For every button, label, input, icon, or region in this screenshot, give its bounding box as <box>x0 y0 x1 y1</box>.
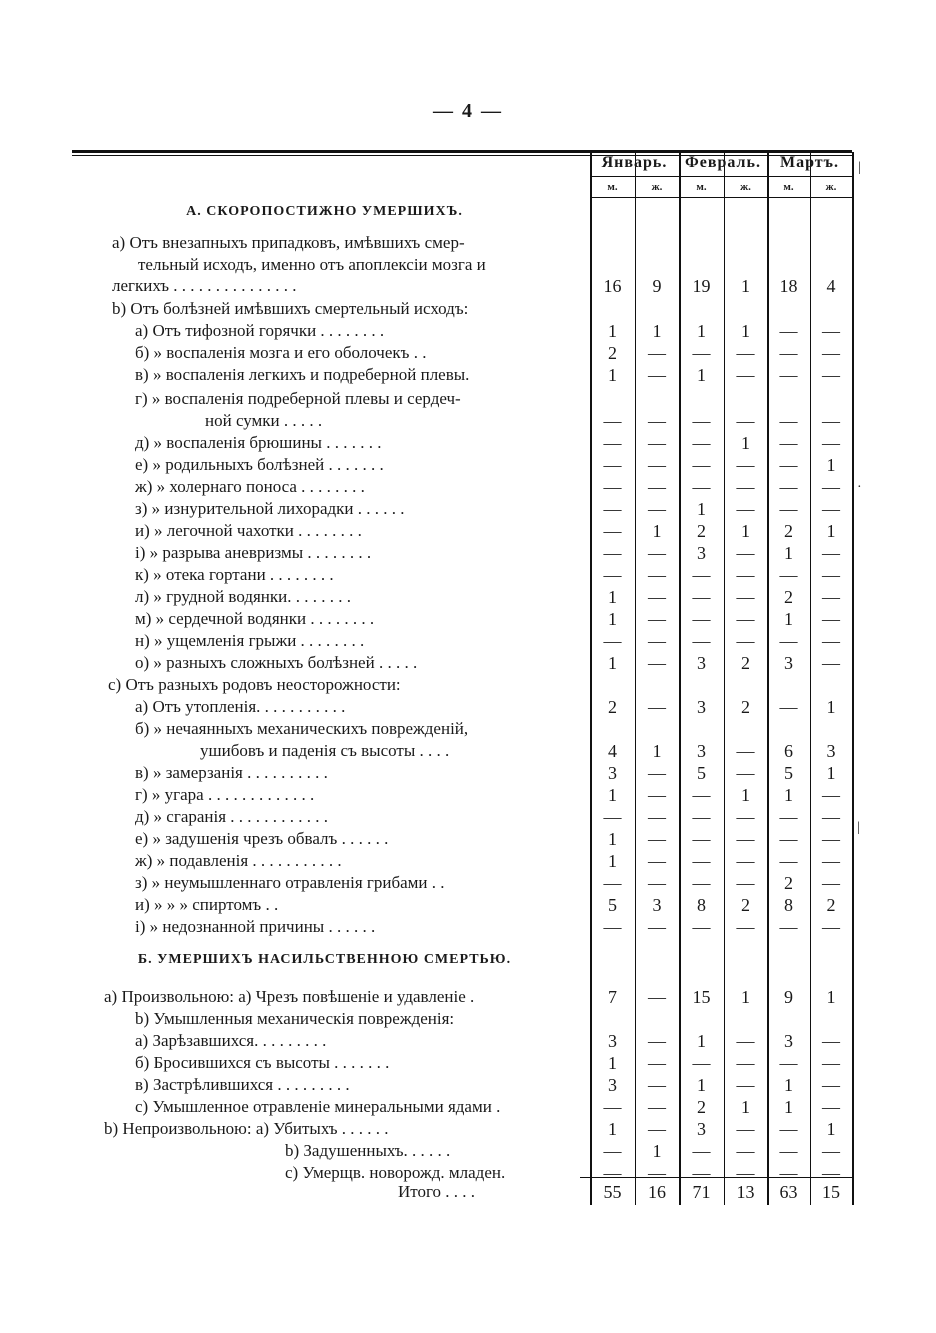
total-cell: 63 <box>779 1182 798 1202</box>
table-cell: — <box>692 807 711 827</box>
row-label: і) » разрыва аневризмы . . . . . . . . <box>135 543 372 562</box>
table-cell: — <box>648 543 666 563</box>
table-cell: — <box>603 455 622 475</box>
table-cell: — <box>822 1163 840 1183</box>
table-cell: — <box>736 1163 755 1183</box>
table-cell: — <box>603 1097 622 1117</box>
table-cell: — <box>603 433 622 453</box>
table-cell: — <box>736 499 755 519</box>
row-label: c) Отъ разныхъ родовъ неосторожности: <box>108 675 401 694</box>
sex-header: м. <box>783 181 794 193</box>
table-cell: — <box>603 543 622 563</box>
table-cell: 5 <box>697 763 706 783</box>
table-cell: — <box>822 851 840 871</box>
row-label: b) Отъ болѣзней имѣвшихъ смертельный исходъ: <box>112 299 469 318</box>
table-cell: 1 <box>697 1075 706 1095</box>
table-cell: 2 <box>697 1097 706 1117</box>
table-cell: — <box>822 565 840 585</box>
table-cell: — <box>822 829 840 849</box>
table-cell: — <box>822 411 840 431</box>
row-label: г) » воспаленія подреберной плевы и сердеч- <box>135 389 461 408</box>
table-cell: — <box>736 917 755 937</box>
row-label: д) » воспаленія брюшины . . . . . . . <box>135 433 382 452</box>
table-cell: — <box>692 785 711 805</box>
row-label: ж) » холернаго поноса . . . . . . . . <box>135 477 365 496</box>
row-label: д) » сгаранія . . . . . . . . . . . . <box>135 807 329 826</box>
row-label: а) Отъ тифозной горячки . . . . . . . . <box>135 321 385 340</box>
row-label: б) Бросившихся съ высоты . . . . . . . <box>135 1053 390 1072</box>
table-cell: 1 <box>608 851 617 871</box>
month-header: Январь. <box>601 154 668 171</box>
table-cell: — <box>822 917 840 937</box>
table-cell: 16 <box>603 276 622 296</box>
table-cell: 1 <box>652 1141 662 1161</box>
table-cell: — <box>648 653 666 673</box>
table-cell: 2 <box>826 895 836 915</box>
table-cell: — <box>822 1097 840 1117</box>
table-cell: — <box>779 321 798 341</box>
table-cell: — <box>648 785 666 805</box>
row-label: к) » отека гортани . . . . . . . . <box>135 565 334 584</box>
table-cell: — <box>822 1141 840 1161</box>
table-cell: 3 <box>697 741 706 761</box>
table-cell: — <box>648 499 666 519</box>
table-cell: — <box>822 587 840 607</box>
table-cell: — <box>736 477 755 497</box>
table-cell: 1 <box>652 521 662 541</box>
table-cell: — <box>692 829 711 849</box>
table-cell: — <box>822 477 840 497</box>
row-label: з) » изнурительной лихорадки . . . . . . <box>135 499 405 518</box>
table-cell: — <box>648 1119 666 1139</box>
table-cell: — <box>692 411 711 431</box>
table-cell: — <box>822 1031 840 1051</box>
table-cell: — <box>648 697 666 717</box>
row-label: а) Отъ утопленія. . . . . . . . . . . <box>135 697 346 716</box>
table-cell: 1 <box>784 1075 793 1095</box>
row-label: и) » легочной чахотки . . . . . . . . <box>135 521 362 540</box>
table-cell: 1 <box>652 321 662 341</box>
table-cell: 1 <box>608 1053 617 1073</box>
table-cell: — <box>692 343 711 363</box>
table-cell: — <box>779 1119 798 1139</box>
page-number: — 4 — <box>433 100 503 122</box>
row-label: b) Умышленныя механическія поврежденія: <box>135 1009 455 1028</box>
table-cell: 2 <box>697 521 706 541</box>
table-cell: — <box>736 741 755 761</box>
table-cell: — <box>648 851 666 871</box>
table-cell: — <box>779 411 798 431</box>
table-cell: — <box>692 917 711 937</box>
section-a-title: А. СКОРОПОСТИЖНО УМЕРШИХЪ. <box>186 204 463 219</box>
table-cell: 7 <box>608 987 617 1007</box>
total-cell: 15 <box>822 1182 840 1202</box>
table-cell: 1 <box>826 987 836 1007</box>
table-cell: 1 <box>608 785 617 805</box>
sex-header: м. <box>607 181 618 193</box>
row-label: о) » разныхъ сложныхъ болѣзней . . . . . <box>135 653 418 672</box>
row-label: ж) » подавленія . . . . . . . . . . . <box>135 851 342 870</box>
table-cell: — <box>692 631 711 651</box>
row-label: ной сумки . . . . . <box>205 411 323 430</box>
table-cell: 6 <box>784 741 793 761</box>
table-cell: — <box>692 851 711 871</box>
table-cell: — <box>779 807 798 827</box>
table-cell: 1 <box>741 1097 750 1117</box>
total-label: Итого . . . . <box>398 1182 476 1201</box>
total-cell: 55 <box>603 1182 622 1202</box>
table-cell: 3 <box>652 895 662 915</box>
table-cell: — <box>736 1075 755 1095</box>
table-cell: 3 <box>697 697 706 717</box>
column-divider <box>852 152 854 1205</box>
table-cell: — <box>603 807 622 827</box>
table-cell: — <box>603 477 622 497</box>
table-cell: — <box>822 365 840 385</box>
table-cell: — <box>692 455 711 475</box>
table-cell: — <box>779 343 798 363</box>
table-cell: 1 <box>741 987 750 1007</box>
table-cell: 3 <box>697 653 706 673</box>
table-cell: 1 <box>826 697 836 717</box>
table-cell: — <box>692 433 711 453</box>
row-label: б) » нечаянныхъ механическихъ поврежденій, <box>135 719 469 738</box>
row-label: е) » задушенія чрезъ обвалъ . . . . . . <box>135 829 389 848</box>
table-cell: — <box>822 1053 840 1073</box>
table-cell: — <box>603 565 622 585</box>
table-cell: 1 <box>697 321 706 341</box>
total-cell: 13 <box>736 1182 755 1202</box>
table-cell: — <box>648 1097 666 1117</box>
table-cell: — <box>736 543 755 563</box>
table-cell: 1 <box>697 1031 706 1051</box>
table-cell: — <box>779 1163 798 1183</box>
table-cell: 1 <box>741 276 750 296</box>
row-label: в) » воспаленія легкихъ и подреберной плевы. <box>135 365 470 384</box>
table-cell: 1 <box>826 763 836 783</box>
table-cell: 1 <box>826 521 836 541</box>
row-label: з) » неумышленнаго отравленія грибами . . <box>135 873 445 892</box>
table-cell: — <box>648 565 666 585</box>
table-cell: 1 <box>826 455 836 475</box>
table-cell: — <box>779 917 798 937</box>
table-cell: 5 <box>784 763 793 783</box>
table-cell: — <box>692 1163 711 1183</box>
table-cell: — <box>779 829 798 849</box>
table-cell: — <box>779 851 798 871</box>
table-cell: — <box>648 829 666 849</box>
table-cell: — <box>736 1141 755 1161</box>
table-cell: — <box>648 587 666 607</box>
total-cell: 16 <box>648 1182 666 1202</box>
sex-header: ж. <box>651 181 663 193</box>
table-cell: 5 <box>608 895 617 915</box>
table-cell: — <box>603 631 622 651</box>
row-label: г) » угара . . . . . . . . . . . . . <box>135 785 315 804</box>
table-cell: — <box>736 1119 755 1139</box>
table-cell: — <box>603 1141 622 1161</box>
table-cell: 4 <box>608 741 617 761</box>
margin-mark: | <box>858 160 861 175</box>
table-cell: — <box>648 365 666 385</box>
table-cell: — <box>648 455 666 475</box>
table-cell: — <box>692 565 711 585</box>
table-cell: — <box>736 851 755 871</box>
row-label: і) » недознанной причины . . . . . . <box>135 917 376 936</box>
table-cell: — <box>779 365 798 385</box>
table-cell: — <box>648 477 666 497</box>
table-cell: 2 <box>608 697 617 717</box>
table-cell: 3 <box>826 741 836 761</box>
table-cell: 8 <box>784 895 793 915</box>
table-cell: — <box>736 411 755 431</box>
table-cell: — <box>692 477 711 497</box>
table-cell: — <box>822 609 840 629</box>
table-cell: 1 <box>608 829 617 849</box>
table-cell: — <box>648 987 666 1007</box>
row-label: легкихъ . . . . . . . . . . . . . . . <box>112 276 297 295</box>
table-cell: — <box>822 499 840 519</box>
sex-header: ж. <box>825 181 837 193</box>
table-cell: 4 <box>826 276 836 296</box>
table-cell: — <box>648 763 666 783</box>
margin-mark: | <box>857 820 860 835</box>
table-cell: 3 <box>608 1075 617 1095</box>
section-b-title: Б. УМЕРШИХЪ НАСИЛЬСТВЕННОЮ СМЕРТЬЮ. <box>137 952 512 967</box>
table-cell: — <box>692 1141 711 1161</box>
table-cell: — <box>603 521 622 541</box>
table-cell: — <box>736 587 755 607</box>
table-cell: — <box>822 543 840 563</box>
table-cell: 1 <box>608 1119 617 1139</box>
table-cell: 2 <box>784 521 793 541</box>
table-cell: 15 <box>692 987 711 1007</box>
table-cell: 1 <box>784 543 793 563</box>
table-cell: 2 <box>784 873 793 893</box>
table-cell: 1 <box>697 365 706 385</box>
table-cell: 18 <box>779 276 798 296</box>
table-cell: — <box>822 321 840 341</box>
table-cell: 9 <box>652 276 662 296</box>
table-cell: — <box>648 343 666 363</box>
table-cell: — <box>692 1053 711 1073</box>
row-label: м) » сердечной водянки . . . . . . . . <box>135 609 375 628</box>
table-cell: — <box>779 1053 798 1073</box>
table-cell: 3 <box>697 1119 706 1139</box>
row-label: тельный исходъ, именно отъ апоплексіи мозга и <box>138 255 486 274</box>
table-cell: 1 <box>741 785 750 805</box>
table-cell: 1 <box>608 587 617 607</box>
table-cell: 1 <box>741 433 750 453</box>
table-cell: 1 <box>652 741 662 761</box>
table-cell: — <box>692 873 711 893</box>
sex-header: м. <box>696 181 707 193</box>
table-cell: — <box>692 587 711 607</box>
sex-header: ж. <box>740 181 751 193</box>
table-cell: — <box>822 631 840 651</box>
row-label: н) » ущемленія грыжи . . . . . . . . <box>135 631 365 650</box>
table-cell: 1 <box>784 1097 793 1117</box>
table-cell: 2 <box>741 697 750 717</box>
table-cell: 3 <box>608 763 617 783</box>
row-label: е) » родильныхъ болѣзней . . . . . . . <box>135 455 384 474</box>
table-cell: — <box>736 365 755 385</box>
table-cell: — <box>822 343 840 363</box>
table-cell: — <box>779 697 798 717</box>
table-cell: — <box>779 433 798 453</box>
row-label: ушибовъ и паденія съ высоты . . . . <box>200 741 450 760</box>
table-cell: — <box>822 1075 840 1095</box>
table-cell: — <box>736 1031 755 1051</box>
table-cell: — <box>648 1075 666 1095</box>
table-cell: — <box>779 499 798 519</box>
table-cell: 19 <box>692 276 711 296</box>
table-cell: — <box>822 785 840 805</box>
table-cell: — <box>648 631 666 651</box>
table-cell: — <box>736 631 755 651</box>
table-cell: — <box>779 1141 798 1161</box>
table-cell: — <box>736 829 755 849</box>
row-label: а) Зарѣзавшихся. . . . . . . . . <box>135 1031 327 1050</box>
table-cell: — <box>648 807 666 827</box>
row-label: и) » » » спиртомъ . . <box>135 895 279 914</box>
table-cell: 1 <box>826 1119 836 1139</box>
table-cell: 1 <box>608 609 617 629</box>
table-cell: 1 <box>608 321 617 341</box>
table-cell: — <box>603 411 622 431</box>
table-cell: — <box>648 917 666 937</box>
row-label: c) Умерщв. новорожд. младен. <box>285 1163 506 1182</box>
table-cell: — <box>603 873 622 893</box>
table-cell: — <box>779 455 798 475</box>
table-cell: — <box>822 653 840 673</box>
table-cell: — <box>779 631 798 651</box>
table-cell: 3 <box>608 1031 617 1051</box>
row-label: в) Застрѣлившихся . . . . . . . . . <box>135 1075 350 1094</box>
table-cell: — <box>648 609 666 629</box>
table-cell: 2 <box>741 895 750 915</box>
table-cell: — <box>648 1053 666 1073</box>
row-label: б) » воспаленія мозга и его оболочекъ . . <box>135 343 427 362</box>
table-cell: — <box>736 807 755 827</box>
table-cell: 3 <box>697 543 706 563</box>
table-cell: — <box>736 609 755 629</box>
table-cell: — <box>648 873 666 893</box>
row-label: a) Произвольною: а) Чрезъ повѣшеніе и удавленіе . <box>104 987 475 1006</box>
table-cell: — <box>603 1163 622 1183</box>
table-cell: 1 <box>784 785 793 805</box>
table-cell: 9 <box>784 987 793 1007</box>
table-cell: — <box>822 433 840 453</box>
row-label: b) Задушенныхъ. . . . . . <box>285 1141 451 1160</box>
table-cell: — <box>648 411 666 431</box>
row-label: c) Умышленное отравленіе минеральными ядами . <box>135 1097 501 1116</box>
table-cell: 3 <box>784 1031 793 1051</box>
header-divider <box>590 197 852 198</box>
table-cell: 1 <box>697 499 706 519</box>
margin-mark: · <box>857 480 862 495</box>
table-cell: — <box>648 1031 666 1051</box>
table-cell: — <box>736 1053 755 1073</box>
table-cell: — <box>779 565 798 585</box>
row-label: в) » замерзанія . . . . . . . . . . <box>135 763 328 782</box>
table-cell: 1 <box>608 653 617 673</box>
table-cell: 2 <box>784 587 793 607</box>
header-divider <box>590 176 852 177</box>
row-label: л) » грудной водянки. . . . . . . . <box>135 587 352 606</box>
table-cell: — <box>603 917 622 937</box>
table-cell: 2 <box>741 653 750 673</box>
table-cell: — <box>736 455 755 475</box>
table-cell: 1 <box>741 321 750 341</box>
table-cell: — <box>736 873 755 893</box>
table-cell: 1 <box>741 521 750 541</box>
row-label: b) Непроизвольною: а) Убитыхъ . . . . . . <box>104 1119 389 1138</box>
total-cell: 71 <box>692 1182 711 1202</box>
table-cell: 1 <box>784 609 793 629</box>
row-label: a) Отъ внезапныхъ припадковъ, имѣвшихъ смер- <box>112 233 465 252</box>
table-cell: — <box>779 477 798 497</box>
table-cell: 1 <box>608 365 617 385</box>
table-cell: — <box>692 609 711 629</box>
table-cell: 3 <box>784 653 793 673</box>
month-header: Мартъ. <box>780 154 839 171</box>
table-cell: — <box>603 499 622 519</box>
month-header: Февраль. <box>685 154 761 171</box>
table-cell: — <box>648 433 666 453</box>
table-cell: — <box>822 873 840 893</box>
table-cell: — <box>736 763 755 783</box>
table-cell: 8 <box>697 895 706 915</box>
table-cell: — <box>736 565 755 585</box>
table-cell: — <box>736 343 755 363</box>
table-cell: — <box>822 807 840 827</box>
table-cell: 2 <box>608 343 617 363</box>
table-cell: — <box>648 1163 666 1183</box>
